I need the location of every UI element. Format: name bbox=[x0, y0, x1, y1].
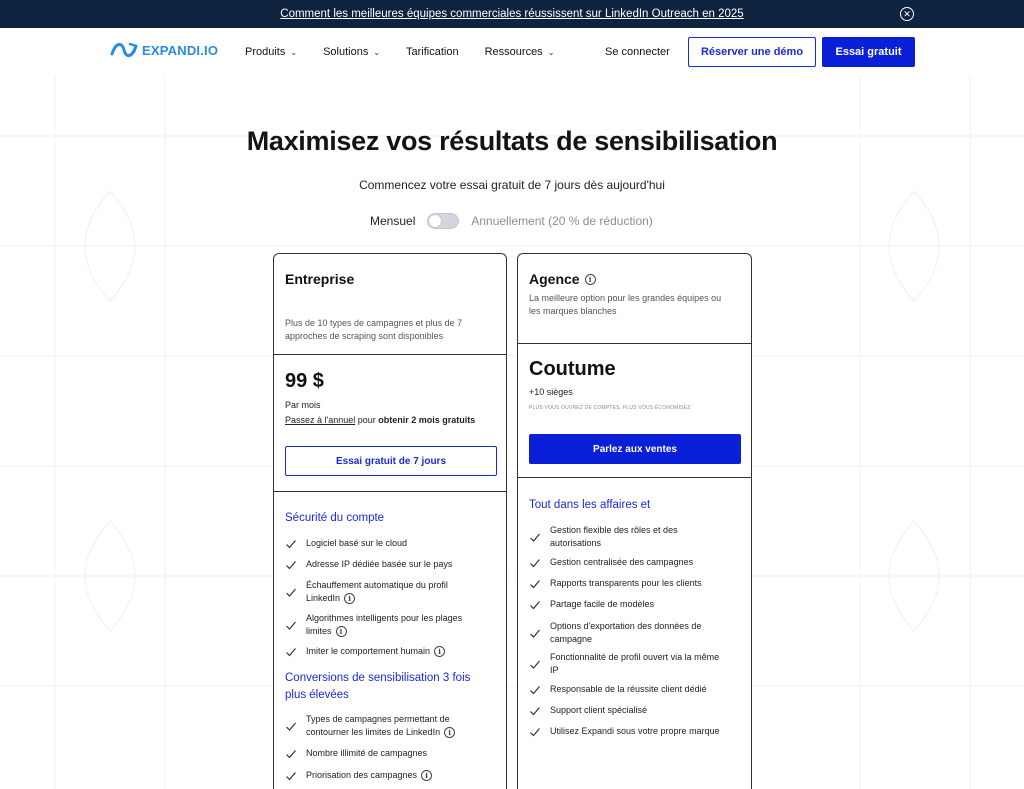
check-icon bbox=[529, 726, 541, 738]
feature-text: Options d'exportation des données de bbox=[550, 621, 702, 631]
section-title-line: Conversions de sensibilisation 3 fois bbox=[285, 672, 471, 684]
check-icon bbox=[529, 525, 541, 550]
feature-item bbox=[529, 725, 743, 738]
feature-item bbox=[285, 537, 499, 550]
info-icon[interactable]: i bbox=[444, 727, 455, 738]
chevron-down-icon: ⌄ bbox=[290, 47, 298, 57]
feature-item bbox=[285, 747, 499, 760]
plan-price: Coutume bbox=[529, 358, 616, 380]
divider bbox=[274, 354, 506, 355]
feature-text: Échauffement automatique du profil bbox=[306, 580, 448, 590]
nav-item-label: Produits bbox=[245, 46, 286, 58]
toggle-monthly-label[interactable]: Mensuel bbox=[370, 214, 416, 228]
trial-7-days-button[interactable]: Essai gratuit de 7 jours bbox=[285, 446, 497, 476]
feature-text: autorisations bbox=[550, 538, 602, 548]
nav-item-produits[interactable] bbox=[245, 46, 297, 58]
free-trial-button[interactable]: Essai gratuit bbox=[822, 37, 915, 67]
check-icon bbox=[285, 770, 297, 782]
info-icon[interactable]: i bbox=[344, 593, 355, 604]
divider bbox=[274, 491, 506, 492]
plan-name-text: Entreprise bbox=[285, 271, 355, 287]
announcement-banner bbox=[0, 0, 1024, 28]
plan-description bbox=[285, 317, 462, 343]
check-icon bbox=[529, 684, 541, 696]
nav-item-tarification[interactable] bbox=[406, 46, 459, 58]
nav-item-ressources[interactable] bbox=[485, 46, 555, 58]
toggle-annual-label[interactable]: Annuellement (20 % de réduction) bbox=[471, 214, 653, 228]
feature-text: LinkedIn bbox=[306, 593, 341, 603]
check-icon bbox=[285, 646, 297, 658]
nav-item-label: Ressources bbox=[484, 46, 543, 58]
plan-description bbox=[529, 292, 721, 318]
plan-name-text: Agence bbox=[529, 271, 580, 287]
feature-item bbox=[285, 769, 499, 782]
nav-item-solutions[interactable] bbox=[323, 46, 380, 58]
feature-text: Imiter le comportement humain bbox=[306, 646, 431, 656]
feature-text: Algorithmes intelligents pour les plages bbox=[306, 613, 463, 623]
check-icon bbox=[529, 705, 541, 717]
check-icon bbox=[285, 748, 297, 760]
logo-text: EXPANDI.IO bbox=[142, 42, 219, 58]
feature-item bbox=[529, 683, 743, 696]
section-title-conversions bbox=[285, 670, 470, 704]
feature-text: Types de campagnes permettant de bbox=[306, 714, 450, 724]
feature-item bbox=[529, 620, 743, 646]
check-icon bbox=[285, 714, 297, 739]
plan-price: 99 $ bbox=[285, 370, 324, 392]
section-title-line: plus élevées bbox=[285, 689, 349, 701]
price-period: Par mois bbox=[285, 400, 321, 410]
check-icon bbox=[529, 578, 541, 590]
section-title-security: Sécurité du compte bbox=[285, 512, 385, 524]
feature-text: Adresse IP dédiée basée sur le pays bbox=[306, 559, 453, 569]
plan-description-line: La meilleure option pour les grandes équipes ou bbox=[529, 293, 722, 303]
billing-toggle[interactable] bbox=[427, 213, 459, 229]
feature-item bbox=[529, 577, 743, 590]
divider bbox=[518, 477, 751, 478]
info-icon[interactable]: i bbox=[434, 646, 445, 657]
talk-to-sales-button[interactable]: Parlez aux ventes bbox=[529, 434, 741, 464]
check-icon bbox=[529, 557, 541, 569]
feature-text: limites bbox=[306, 626, 332, 636]
plan-description-line: approches de scraping sont disponibles bbox=[285, 331, 444, 341]
feature-item bbox=[529, 556, 743, 569]
annual-offer-text: pour bbox=[355, 415, 379, 425]
check-icon bbox=[285, 580, 297, 605]
seats-count: +10 sièges bbox=[529, 387, 573, 397]
feature-text: Logiciel basé sur le cloud bbox=[306, 538, 408, 548]
feature-text: Gestion flexible des rôles et des bbox=[550, 525, 678, 535]
chevron-down-icon: ⌄ bbox=[547, 47, 555, 57]
expandi-logo-icon bbox=[110, 40, 138, 60]
plan-description-line: Plus de 10 types de campagnes et plus de 7 bbox=[285, 318, 463, 328]
page-subtitle: Commencez votre essai gratuit de 7 jours dès aujourd'hui bbox=[359, 178, 665, 192]
divider bbox=[518, 343, 751, 344]
close-icon[interactable]: ✕ bbox=[900, 7, 914, 21]
savings-note: PLUS VOUS OUVREZ DE COMPTES, PLUS VOUS ÉCONOMISEZ bbox=[529, 405, 691, 411]
feature-text: Priorisation des campagnes bbox=[306, 770, 418, 780]
banner-link[interactable]: Comment les meilleures équipes commerciales réussissent sur LinkedIn Outreach en 2025 bbox=[280, 8, 744, 20]
info-icon[interactable]: i bbox=[421, 770, 432, 781]
feature-text: Nombre illimité de campagnes bbox=[306, 748, 428, 758]
toggle-knob bbox=[429, 215, 441, 227]
feature-item bbox=[529, 704, 743, 717]
check-icon bbox=[529, 599, 541, 611]
check-icon bbox=[529, 652, 541, 677]
section-title-everything: Tout dans les affaires et bbox=[529, 499, 651, 511]
feature-item bbox=[529, 651, 743, 677]
check-icon bbox=[285, 538, 297, 550]
feature-text: contourner les limites de LinkedIn bbox=[306, 727, 441, 737]
nav-menu bbox=[245, 46, 554, 58]
feature-text: Gestion centralisée des campagnes bbox=[550, 557, 694, 567]
feature-item bbox=[285, 612, 499, 638]
plan-card-entreprise bbox=[273, 253, 507, 789]
nav-item-label: Solutions bbox=[323, 46, 369, 58]
feature-item bbox=[529, 524, 743, 550]
feature-text: Rapports transparents pour les clients bbox=[550, 578, 702, 588]
check-icon bbox=[285, 559, 297, 571]
feature-text: Utilisez Expandi sous votre propre marque bbox=[550, 726, 720, 736]
feature-text: campagne bbox=[550, 634, 593, 644]
check-icon bbox=[285, 613, 297, 638]
nav-item-label: Tarification bbox=[406, 46, 459, 58]
info-icon[interactable]: i bbox=[585, 274, 596, 285]
check-icon bbox=[529, 621, 541, 646]
plan-description-line: les marques blanches bbox=[529, 306, 617, 316]
login-link[interactable]: Se connecter bbox=[605, 46, 670, 58]
annual-offer bbox=[285, 415, 475, 425]
plan-card-agence bbox=[517, 253, 752, 789]
feature-text: Support client spécialisé bbox=[550, 705, 648, 715]
book-demo-button[interactable]: Réserver une démo bbox=[688, 37, 816, 67]
feature-item bbox=[285, 558, 499, 571]
feature-text: Fonctionnalité de profil ouvert via la même bbox=[550, 652, 720, 662]
billing-toggle-row bbox=[370, 213, 653, 229]
annual-offer-bold: obtenir 2 mois gratuits bbox=[378, 415, 476, 425]
feature-text: Partage facile de modèles bbox=[550, 599, 655, 609]
info-icon[interactable]: i bbox=[336, 626, 347, 637]
switch-annual-link[interactable]: Passez à l'annuel bbox=[285, 415, 356, 425]
plan-name bbox=[285, 271, 354, 287]
logo[interactable] bbox=[110, 40, 218, 60]
feature-item bbox=[285, 713, 499, 739]
feature-item bbox=[529, 598, 743, 611]
page-title: Maximisez vos résultats de sensibilisation bbox=[246, 126, 778, 156]
feature-text: Responsable de la réussite client dédié bbox=[550, 684, 707, 694]
feature-item bbox=[285, 579, 499, 605]
plan-name bbox=[529, 271, 596, 287]
feature-text: IP bbox=[550, 665, 559, 675]
feature-item bbox=[285, 645, 499, 658]
chevron-down-icon: ⌄ bbox=[373, 47, 381, 57]
